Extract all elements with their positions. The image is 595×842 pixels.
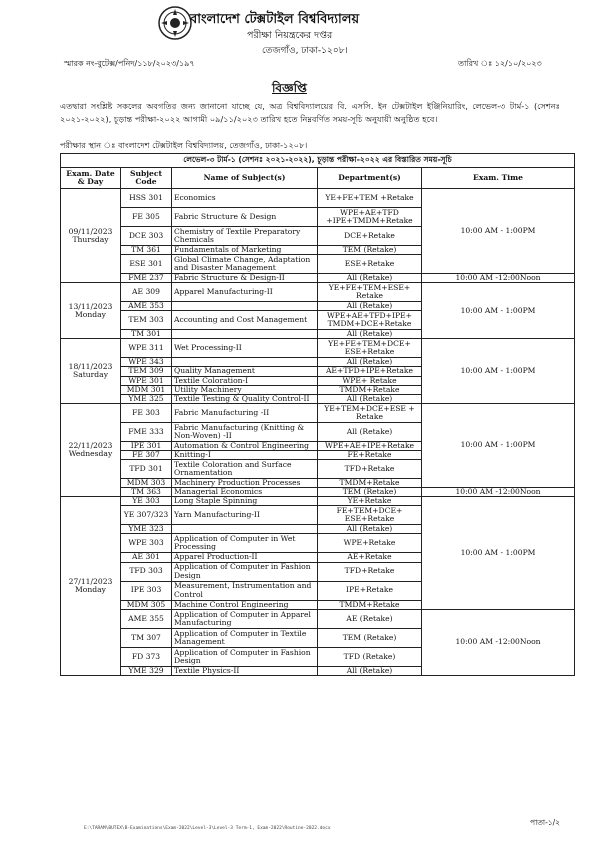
subject-code: ESE 301 [121, 255, 172, 274]
notice-title: বিজ্ঞপ্তি [272, 81, 307, 95]
subject-name: Utility Machinery [172, 385, 318, 394]
memo-number: স্মারক নং-বুটেক্স/পনিদ/১১৮/২০২৩/১৯৭ [64, 59, 195, 68]
subject-code: FD 373 [121, 647, 172, 666]
department: TEM (Retake) [318, 488, 422, 497]
department: TMDM+Retake [318, 600, 422, 609]
subject-code: TEM 309 [121, 367, 172, 376]
subject-name [172, 302, 318, 311]
subject-code: TFD 301 [121, 460, 172, 479]
subject-name: Textile Coloration and Surface Ornamentation [172, 460, 318, 479]
exam-date-day: 22/11/2023 Wednesday [61, 403, 121, 496]
subject-name: Fabric Manufacturing -II [172, 403, 318, 422]
subject-code: TM 361 [121, 246, 172, 255]
subject-name: Apparel Manufacturing-II [172, 283, 318, 302]
table-row [61, 274, 575, 283]
department: All (Retake) [318, 302, 422, 311]
exam-date-day: 13/11/2023 Monday [61, 283, 121, 339]
department: FE+TEM+DCE+ ESE+Retake [318, 506, 422, 525]
subject-code: IPE 303 [121, 581, 172, 600]
subject-name: Fabric Structure & Design [172, 208, 318, 227]
subject-name: Chemistry of Textile Preparatory Chemicals [172, 227, 318, 246]
department: TEM (Retake) [318, 246, 422, 255]
department: TMDM+Retake [318, 479, 422, 488]
notice-date: তারিখ ঃ ১২/১০/২০২৩ [458, 59, 542, 68]
subject-name: Managerial Economics [172, 488, 318, 497]
department: YE+FE+TEM+DCE+ ESE+Retake [318, 339, 422, 358]
subject-code: TFD 303 [121, 562, 172, 581]
subject-name: Measurement, Instrumentation and Control [172, 581, 318, 600]
department: All (Retake) [318, 666, 422, 675]
exam-time: 10:00 AM - 1:00PM [422, 497, 575, 609]
column-header: Exam. Time [422, 168, 575, 189]
column-header: Exam. Date & Day [61, 168, 121, 189]
subject-code: YE 303 [121, 497, 172, 506]
department: WPE+AE+IPE+Retake [318, 441, 422, 450]
table-row [61, 497, 575, 506]
subject-code: AE 301 [121, 553, 172, 562]
university-logo [158, 6, 192, 40]
exam-time: 10:00 AM - 1:00PM [422, 283, 575, 339]
subject-name: Application of Computer in Fashion Design [172, 647, 318, 666]
office-name: পরীক্ষা নিয়ন্ত্রকের দপ্তর [247, 30, 333, 41]
department: TFD (Retake) [318, 647, 422, 666]
subject-code: IPE 301 [121, 441, 172, 450]
subject-name: Yarn Manufacturing-II [172, 506, 318, 525]
table-caption: লেভেল-৩ টার্ম-১ (সেশনঃ ২০২১-২০২২), চূড়ান্ত পরীক্ষা-২০২২ এর বিস্তারিত সময়-সূচি [61, 154, 575, 168]
subject-name: Knitting-I [172, 450, 318, 459]
department: All (Retake) [318, 358, 422, 367]
department: AE (Retake) [318, 609, 422, 628]
department: AE+Retake [318, 553, 422, 562]
column-header: Subject Code [121, 168, 172, 189]
table-row [61, 339, 575, 358]
subject-name: Application of Computer in Apparel Manufacturing [172, 609, 318, 628]
table-row [61, 189, 575, 208]
exam-date-day: 18/11/2023 Saturday [61, 339, 121, 403]
department: WPE+AE+TFD+IPE+ TMDM+DCE+Retake [318, 311, 422, 330]
subject-code: TM 307 [121, 628, 172, 647]
subject-name: Application of Computer in Textile Management [172, 628, 318, 647]
exam-time: 10:00 AM -12:00Noon [422, 274, 575, 283]
subject-name: Machine Control Engineering [172, 600, 318, 609]
subject-code: AME 353 [121, 302, 172, 311]
exam-date-day: 27/11/2023 Monday [61, 497, 121, 675]
subject-code: AE 309 [121, 283, 172, 302]
department: FE+Retake [318, 450, 422, 459]
subject-name: Textile Testing & Quality Control-II [172, 394, 318, 403]
subject-code: TEM 303 [121, 311, 172, 330]
department: TEM (Retake) [318, 628, 422, 647]
subject-name: Fabric Manufacturing (Knitting & Non-Woven) -II [172, 422, 318, 441]
department: DCE+Retake [318, 227, 422, 246]
subject-code: FE 307 [121, 450, 172, 459]
department: All (Retake) [318, 274, 422, 283]
subject-code: WPE 311 [121, 339, 172, 358]
exam-time: 10:00 AM - 1:00PM [422, 403, 575, 487]
subject-code: TM 363 [121, 488, 172, 497]
department: All (Retake) [318, 394, 422, 403]
subject-name: Automation & Control Engineering [172, 441, 318, 450]
column-header: Name of Subject(s) [172, 168, 318, 189]
file-path: E:\TARAM\BUTEX\B-Examinations\Exam-2022\Level-3\Level-3 Term-1, Exam-2022\Routine-2022.docx [84, 826, 331, 831]
subject-name: Textile Physics-II [172, 666, 318, 675]
department: All (Retake) [318, 330, 422, 339]
subject-code: MDM 301 [121, 385, 172, 394]
exam-venue: পরীক্ষার স্থান ঃ বাংলাদেশ টেক্সটাইল বিশ্ববিদ্যালয়, তেজগাঁও, ঢাকা-১২০৮। [60, 140, 308, 150]
exam-schedule-table [60, 153, 575, 676]
subject-code: DCE 303 [121, 227, 172, 246]
department: All (Retake) [318, 422, 422, 441]
subject-code: MDM 303 [121, 479, 172, 488]
department: ESE+Retake [318, 255, 422, 274]
subject-name: Global Climate Change, Adaptation and Disaster Management [172, 255, 318, 274]
department: WPE+ Retake [318, 376, 422, 385]
exam-time: 10:00 AM - 1:00PM [422, 189, 575, 274]
subject-name [172, 358, 318, 367]
subject-code: HSS 301 [121, 189, 172, 208]
subject-name: Machinery Production Processes [172, 479, 318, 488]
university-name: বাংলাদেশ টেক্সটাইল বিশ্ববিদ্যালয় [190, 12, 360, 27]
subject-name: Accounting and Cost Management [172, 311, 318, 330]
office-address: তেজগাঁও, ঢাকা-১২০৮। [262, 46, 348, 56]
subject-code: YME 325 [121, 394, 172, 403]
department: TMDM+Retake [318, 385, 422, 394]
column-header: Department(s) [318, 168, 422, 189]
subject-name: Textile Coloration-I [172, 376, 318, 385]
subject-code: YME 329 [121, 666, 172, 675]
subject-name: Application of Computer in Fashion Design [172, 562, 318, 581]
department: TFD+Retake [318, 562, 422, 581]
subject-code: AME 355 [121, 609, 172, 628]
subject-name: Wet Processing-II [172, 339, 318, 358]
subject-code: MDM 305 [121, 600, 172, 609]
subject-code: WPE 343 [121, 358, 172, 367]
subject-code: YE 307/323 [121, 506, 172, 525]
subject-code: FE 305 [121, 208, 172, 227]
subject-name [172, 525, 318, 534]
department: YE+FE+TEM +Retake [318, 189, 422, 208]
notice-paragraph: এতদ্বারা সংশ্লিষ্ট সকলের অবগতির জন্য জানানো যাচ্ছে যে, অত্র বিশ্ববিদ্যালয়ের বি. এসসি. ইন টেক্সটাইল ইঞ্জিনিয়ারিং, লেভেল-৩ টার্ম-১ (সেশনঃ ২০২১-২০২২), চূড়ান্ত পরীক্ষা-২০২২ আগামী ০৯/১১/২০২৩ তারিখ হতে নিম্নবর্ণিত সময়-সূচি অনুযায়ী অনুষ্ঠিত হবে। [60, 101, 560, 124]
table-row [61, 609, 575, 628]
page-number: পাতা-১/২ [530, 818, 561, 827]
subject-name: Fabric Structure & Design-II [172, 274, 318, 283]
department: WPE+Retake [318, 534, 422, 553]
department: YE+TEM+DCE+ESE + Retake [318, 403, 422, 422]
table-row [61, 403, 575, 422]
subject-code: WPE 303 [121, 534, 172, 553]
subject-name: Quality Management [172, 367, 318, 376]
subject-name: Fundamentals of Marketing [172, 246, 318, 255]
subject-code: FE 303 [121, 403, 172, 422]
subject-name [172, 330, 318, 339]
subject-code: TM 301 [121, 330, 172, 339]
exam-date-day: 09/11/2023 Thursday [61, 189, 121, 283]
table-row [61, 283, 575, 302]
subject-name: Long Staple Spinning [172, 497, 318, 506]
department: IPE+Retake [318, 581, 422, 600]
subject-code: FME 237 [121, 274, 172, 283]
department: TFD+Retake [318, 460, 422, 479]
subject-code: FME 333 [121, 422, 172, 441]
exam-time: 10:00 AM -12:00Noon [422, 488, 575, 497]
department: AE+TFD+IPE+Retake [318, 367, 422, 376]
department: WPE+AE+TFD +IPE+TMDM+Retake [318, 208, 422, 227]
exam-time: 10:00 AM - 1:00PM [422, 339, 575, 403]
exam-time: 10:00 AM -12:00Noon [422, 609, 575, 675]
subject-name: Apparel Production-II [172, 553, 318, 562]
subject-name: Economics [172, 189, 318, 208]
department: YE+FE+TEM+ESE+ Retake [318, 283, 422, 302]
department: YE+Retake [318, 497, 422, 506]
subject-name: Application of Computer in Wet Processing [172, 534, 318, 553]
subject-code: YME 323 [121, 525, 172, 534]
table-row [61, 488, 575, 497]
department: All (Retake) [318, 525, 422, 534]
subject-code: WPE 301 [121, 376, 172, 385]
